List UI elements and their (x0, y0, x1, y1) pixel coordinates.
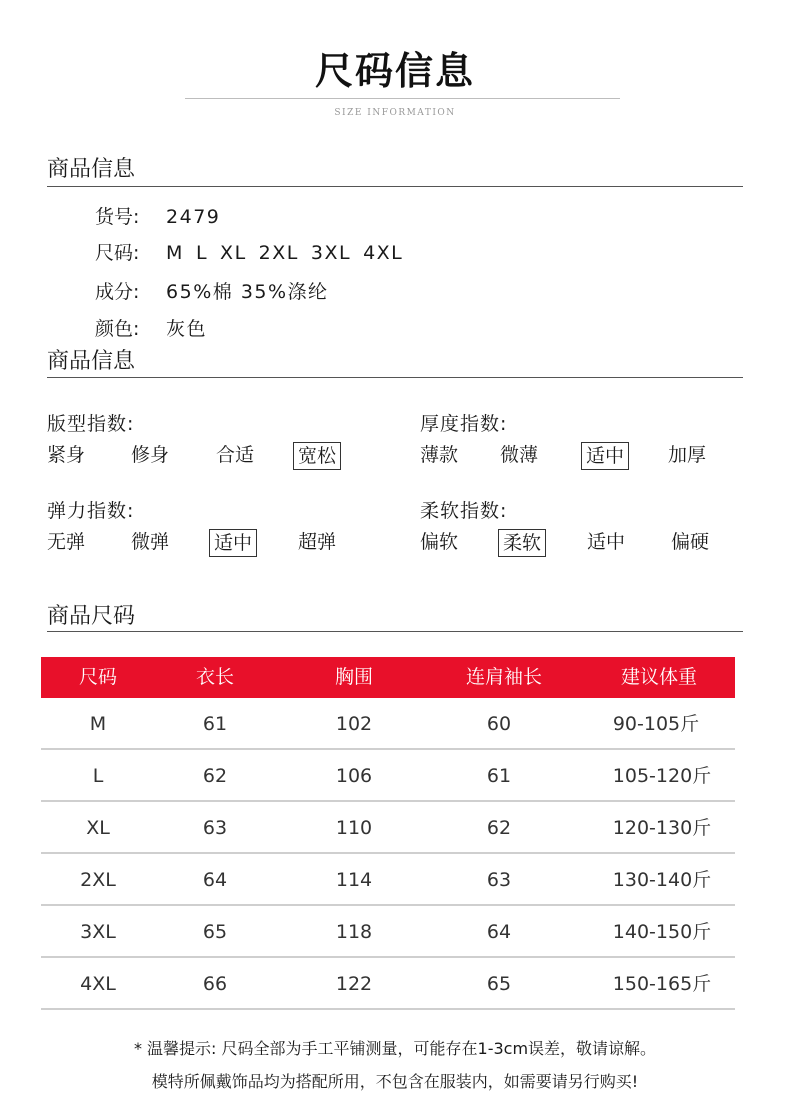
section-divider (47, 377, 743, 378)
page-title: 尺码信息 (314, 49, 475, 93)
thickness-option-slightly-thin: 微薄 (500, 444, 539, 466)
composition-value: 65%棉 35%涤纶 (166, 281, 329, 303)
cell-weight: 105-120斤 (612, 765, 712, 787)
elasticity-option-none: 无弹 (47, 531, 86, 553)
fit-option-tight: 紧身 (47, 444, 86, 466)
size-value: XL (220, 242, 247, 264)
title-divider (185, 98, 620, 99)
thickness-option-medium-selected: 适中 (581, 442, 629, 470)
item-number-value: 2479 (166, 206, 221, 228)
fit-option-loose-selected: 宽松 (293, 442, 341, 470)
table-row (41, 958, 735, 1010)
cell-chest: 122 (335, 973, 373, 995)
cell-weight: 120-130斤 (612, 817, 712, 839)
cell-weight: 150-165斤 (612, 973, 712, 995)
measurement-note: * 温馨提示: 尺码全部为手工平铺测量，可能存在1-3cm误差，敬请谅解。 (133, 1039, 657, 1058)
cell-length: 63 (202, 817, 228, 839)
cell-size: 2XL (80, 869, 116, 891)
item-number-row (95, 202, 220, 229)
cell-length: 66 (202, 973, 228, 995)
item-number-label: 货号: (95, 206, 140, 228)
cell-chest: 118 (335, 921, 373, 943)
column-header-weight: 建议体重 (620, 666, 697, 688)
column-header-size: 尺码 (78, 666, 117, 688)
cell-sleeve: 64 (486, 921, 512, 943)
fit-option-slim: 修身 (131, 444, 170, 466)
size-value: M (166, 242, 184, 264)
cell-length: 65 (202, 921, 228, 943)
cell-size: L (92, 765, 104, 787)
color-row (95, 314, 207, 341)
elasticity-option-slight: 微弹 (131, 531, 170, 553)
size-list-values (166, 242, 415, 264)
size-value: 2XL (258, 242, 299, 264)
cell-size: 4XL (80, 973, 116, 995)
product-info-heading: 商品信息 (47, 157, 136, 182)
cell-sleeve: 61 (486, 765, 512, 787)
cell-weight: 140-150斤 (612, 921, 712, 943)
column-header-chest: 胸围 (334, 666, 373, 688)
fit-option-regular: 合适 (216, 444, 255, 466)
table-row (41, 854, 735, 906)
page-subtitle: SIZE INFORMATION (334, 108, 456, 118)
cell-chest: 110 (335, 817, 373, 839)
size-value: 3XL (310, 242, 352, 264)
softness-option-soft-ish: 偏软 (420, 531, 459, 553)
thickness-index-title: 厚度指数: (420, 413, 508, 435)
column-header-sleeve: 连肩袖长 (465, 666, 542, 688)
size-table-header (41, 657, 735, 698)
table-row (41, 750, 735, 802)
cell-chest: 102 (335, 713, 373, 735)
cell-sleeve: 65 (486, 973, 512, 995)
table-row (41, 906, 735, 958)
cell-length: 62 (202, 765, 228, 787)
thickness-option-thick: 加厚 (668, 444, 707, 466)
cell-length: 64 (202, 869, 228, 891)
cell-chest: 106 (335, 765, 373, 787)
fit-index-title: 版型指数: (47, 413, 135, 435)
cell-weight: 130-140斤 (612, 869, 712, 891)
section-divider (47, 631, 743, 632)
softness-index-title: 柔软指数: (420, 500, 508, 522)
column-header-length: 衣长 (195, 666, 234, 688)
cell-sleeve: 63 (486, 869, 512, 891)
softness-option-hard-ish: 偏硬 (671, 531, 710, 553)
cell-length: 61 (202, 713, 228, 735)
size-list-row (95, 238, 415, 265)
size-list-label: 尺码: (95, 242, 140, 264)
indices-heading: 商品信息 (47, 349, 136, 374)
cell-sleeve: 60 (486, 713, 512, 735)
composition-label: 成分: (95, 281, 140, 303)
size-table-heading: 商品尺码 (47, 604, 136, 629)
size-value: 4XL (363, 242, 404, 264)
softness-option-soft-selected: 柔软 (498, 529, 546, 557)
color-label: 颜色: (95, 318, 140, 340)
table-row (41, 698, 735, 750)
cell-size: M (89, 713, 107, 735)
cell-chest: 114 (335, 869, 373, 891)
cell-weight: 90-105斤 (612, 713, 700, 735)
elasticity-option-medium-selected: 适中 (209, 529, 257, 557)
table-row (41, 802, 735, 854)
elasticity-index-title: 弹力指数: (47, 500, 135, 522)
cell-sleeve: 62 (486, 817, 512, 839)
thickness-option-thin: 薄款 (420, 444, 459, 466)
cell-size: XL (86, 817, 110, 839)
color-value: 灰色 (166, 318, 208, 340)
size-value: L (195, 242, 209, 264)
elasticity-option-super: 超弹 (298, 531, 337, 553)
cell-size: 3XL (80, 921, 116, 943)
softness-option-medium: 适中 (587, 531, 626, 553)
composition-row (95, 277, 329, 304)
section-divider (47, 186, 743, 187)
accessories-note: 模特所佩戴饰品均为搭配所用，不包含在服装内，如需要请另行购买! (151, 1072, 639, 1091)
